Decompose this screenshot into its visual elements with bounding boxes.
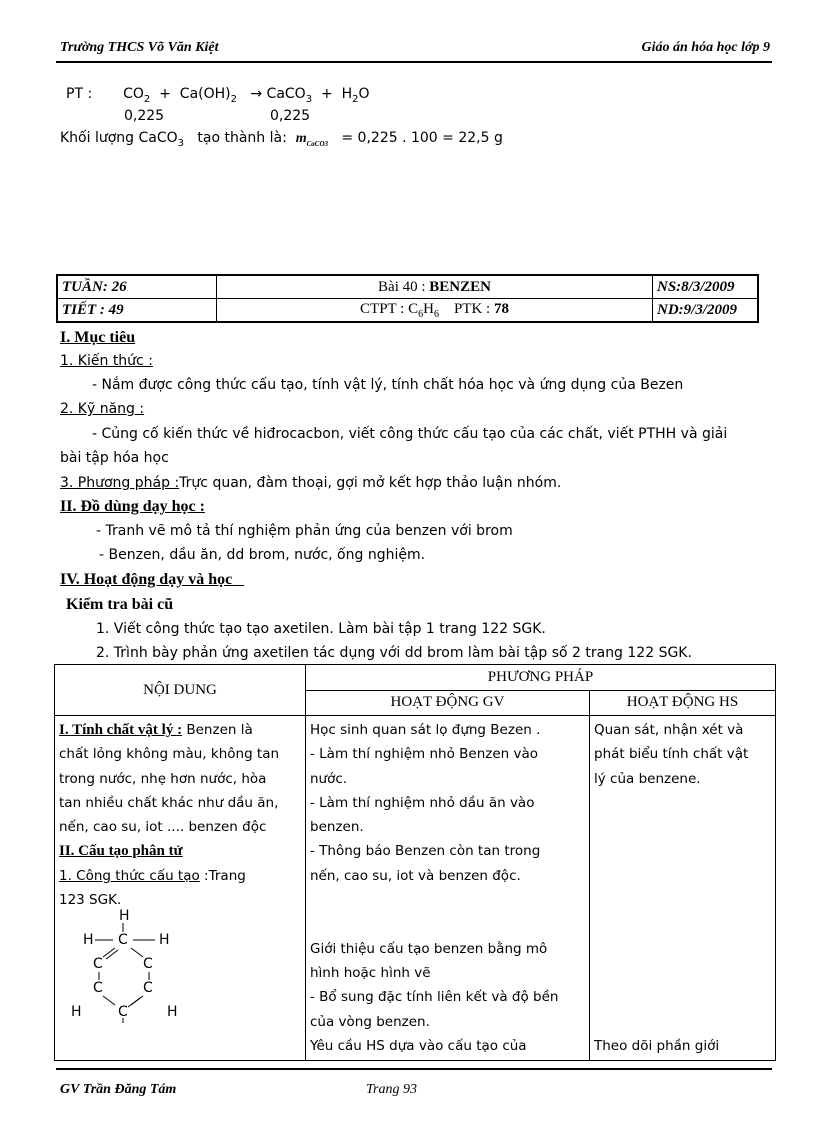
equation-label: PT : <box>66 86 93 102</box>
question-2: 2. Trình bày phản ứng axetilen tác dụng với dd brom làm bài tập số 2 trang 122 SGK. <box>96 645 692 661</box>
atom-h-right: H <box>159 932 170 949</box>
atom-c-ur: C <box>143 956 153 973</box>
check-title: Kiểm tra bài cũ <box>66 596 174 613</box>
activities-title: IV. Hoạt động dạy và học <box>60 571 233 588</box>
method-line: 3. Phương pháp :Trực quan, đàm thoại, gợi mở kết hợp thảo luận nhóm. <box>60 475 562 491</box>
page-number: Trang 93 <box>366 1082 417 1097</box>
mass-symbol: $m_{CaCO3}$ <box>295 131 329 148</box>
lesson-info-box <box>56 274 759 323</box>
col-content-header: NỘI DUNG <box>55 665 306 716</box>
formula-line: CTPT : $C_6H_6$ PTK : 78 <box>217 299 653 323</box>
equation-line: PT : $CO_2 + Ca(OH)_2$ → CaCO$_3$ + $H_2O$ <box>66 86 370 105</box>
atom-c-ul: C <box>93 956 103 973</box>
arrow-icon: → <box>250 86 263 102</box>
atom-c-lr: C <box>143 980 153 997</box>
gv-cell: Học sinh quan sát lọ đựng Bezen . - Làm thí nghiệm nhỏ Benzen vào nước. - Làm thí nghiệm nhỏ dầu ăn vào benzen. - Thông báo Benzen còn tan trong nến, cao su, iot và benzen độc. Giới thiệu cấu tạo benzen bằng mô hình hoặc hình vẽ - Bổ sung đặc tính liên kết và độ bền của vòng benzen. Yêu cầu HS dựa vào cấu tạo của <box>306 716 590 1061</box>
question-1: 1. Viết công thức tạo tạo axetilen. Làm bài tập 1 trang 122 SGK. <box>96 621 546 637</box>
caco3: CaCO$_3$ <box>266 86 313 105</box>
nd-date: ND:9/3/2009 <box>653 299 759 323</box>
materials-item-2: - Benzen, dầu ăn, dd brom, nước, ống nghiệm. <box>99 547 426 563</box>
materials-item-1: - Tranh vẽ mô tả thí nghiệm phản ứng của benzen với brom <box>96 523 513 539</box>
week: TUẦN: 26 <box>57 275 217 299</box>
col-method-header: PHƯƠNG PHÁP <box>306 665 776 691</box>
period: TIẾT : 49 <box>57 299 217 323</box>
lesson-title: Bài 40 : BENZEN <box>217 275 653 299</box>
caoh2: $Ca(OH)_2$ <box>179 86 237 105</box>
mass-line: Khối lượng CaCO$_3$ tạo thành là: $m_{CaCO3}$ = 0,225 . 100 = 22,5 g <box>60 130 503 149</box>
subject-title: Giáo án hóa học lớp 9 <box>641 40 770 55</box>
skill-text-1: - Củng cố kiến thức về hiđrocacbon, viết công thức cấu tạo của các chất, viết PTHH và giải <box>92 426 728 442</box>
knowledge-title: 1. Kiến thức : <box>60 353 153 369</box>
benzene-structure <box>63 906 193 1024</box>
atom-c-top: C <box>118 932 128 949</box>
teacher-name: GV Trần Đăng Tám <box>60 1082 177 1097</box>
col-gv-header: HOẠT ĐỘNG GV <box>306 690 590 716</box>
knowledge-text: - Nắm được công thức cấu tạo, tính vật lý, tính chất hóa học và ứng dụng của Bezen <box>92 377 684 393</box>
atom-h-top: H <box>119 908 130 925</box>
mol-value-1: 0,225 <box>124 108 165 124</box>
h2o: $H_2O$ <box>341 86 370 105</box>
col-hs-header: HOẠT ĐỘNG HS <box>590 690 776 716</box>
skill-title: 2. Kỹ năng : <box>60 401 145 417</box>
atom-h-lr: H <box>167 1004 178 1021</box>
objectives-title: I. Mục tiêu <box>60 329 136 346</box>
atom-c-ll: C <box>93 980 103 997</box>
atom-c-bottom: C <box>118 1004 128 1021</box>
hs-cell: Quan sát, nhận xét và phát biểu tính chất vật lý của benzene. Theo dõi phần giới <box>590 716 776 1061</box>
atom-h-ll: H <box>71 1004 82 1021</box>
lesson-table <box>54 664 776 1061</box>
atom-h-left: H <box>83 932 94 949</box>
school-name: Trường THCS Võ Văn Kiệt <box>60 40 219 55</box>
co2: $CO_2$ <box>123 86 151 105</box>
mol-value-2: 0,225 <box>270 108 311 124</box>
header-rule <box>56 61 772 63</box>
materials-title: II. Đồ dùng dạy học : <box>60 498 205 515</box>
footer-rule <box>56 1068 772 1070</box>
ns-date: NS:8/3/2009 <box>653 275 759 299</box>
content-cell: I. Tính chất vật lý : Benzen là chất lỏng không màu, không tan trong nước, nhẹ hơn nước, hòa tan nhiều chất khác như dầu ăn, nến, cao su, iot .... benzen độc II. Cấu tạo phân tử 1. Công thức cấu tạo :Trang 123 SGK. H H C H C C C C H C H <box>55 716 306 1061</box>
skill-text-2: bài tập hóa học <box>60 450 169 466</box>
